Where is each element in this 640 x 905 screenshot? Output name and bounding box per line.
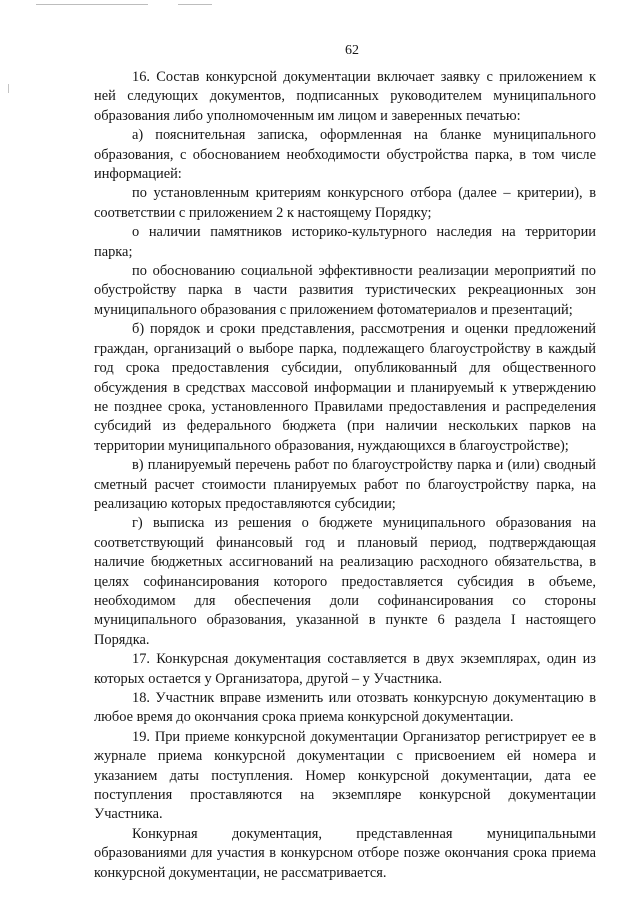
document-body bbox=[94, 68, 596, 883]
paragraph-17: 17. Конкурсная документация составляется в двух экземплярах, один из которых остается у Организатора, другой – у Участника. bbox=[94, 651, 596, 687]
paragraph-18: 18. Участник вправе изменить или отозвать конкурсную документацию в любое время до окончания срока приема конкурсной документации. bbox=[94, 690, 596, 726]
paragraph-social-efficiency: по обоснованию социальной эффективности реализации мероприятий по обустройству парка в части развития туристических рекреационных зон муниципального образования с приложением фотоматериалов и презентаций; bbox=[94, 263, 596, 318]
scan-artifact-line bbox=[178, 4, 212, 5]
paragraph-monuments: о наличии памятников историко-культурного наследия на территории парка; bbox=[94, 224, 596, 260]
paragraph-16v: в) планируемый перечень работ по благоустройству парка и (или) сводный сметный расчет стоимости планируемых работ по благоустройству парка, на реализацию которых предоставляются субсидии; bbox=[94, 457, 596, 512]
paragraph-16g: г) выписка из решения о бюджете муниципального образования на соответствующий финансовый год и плановый период, подтверждающая наличие бюджетных ассигнований на реализацию расходного обязательства, в целях софинансирования которого предоставляется субсидия в объеме, необходимом для обеспечения доли софинансирования со стороны муниципального образования, указанной в пункте 6 раздела I настоящего Порядка. bbox=[94, 515, 596, 648]
paragraph-19: 19. При приеме конкурсной документации Организатор регистрирует ее в журнале приема конкурсной документации с присвоением ей номера и указанием даты поступления. Номер конкурсной документации, дата ее поступления проставляются на экземпляре конкурсной документации Участника. bbox=[94, 728, 596, 823]
paragraph-late-submission: Конкурная документация, представленная муниципальными образованиями для участия в конкурсном отборе позже окончания срока приема конкурсной документации, не рассматривается. bbox=[94, 825, 596, 881]
scan-artifact-line bbox=[36, 4, 148, 5]
paragraph-16b: б) порядок и сроки представления, рассмотрения и оценки предложений граждан, организаций о выборе парка, подлежащего благоустройству в каждый год срока предоставления субсидии, опубликованный для общественного обсуждения в средствах массовой информации и планируемый к утверждению не позднее срока, установленного Правилами предоставления и распределения субсидий из федерального бюджета (при наличии нескольких парков на территории муниципального образования, нуждающихся в благоустройстве); bbox=[94, 321, 596, 454]
paragraph-criteria: по установленным критериям конкурсного отбора (далее – критерии), в соответствии с приложением 2 к настоящему Порядку; bbox=[94, 185, 596, 221]
page-number: 62 bbox=[345, 43, 359, 58]
paragraph-16a: а) пояснительная записка, оформленная на бланке муниципального образования, с обоснованием необходимости обустройства парка, в том числе информацией: bbox=[94, 127, 596, 183]
paragraph-16: 16. Состав конкурсной документации включает заявку с приложением к ней следующих документов, подписанных руководителем муниципального образования либо уполномоченным им лицом и заверенных печатью: bbox=[94, 69, 596, 124]
margin-mark bbox=[8, 84, 9, 93]
